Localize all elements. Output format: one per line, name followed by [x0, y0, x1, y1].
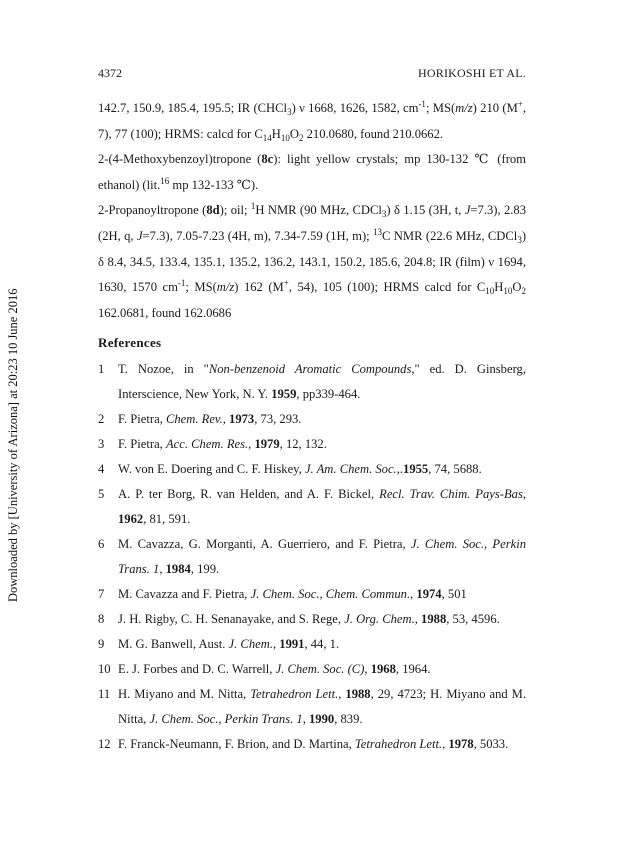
running-head-authors: HORIKOSHI ET AL. [418, 66, 526, 80]
reference-item-3: 3 F. Pietra, Acc. Chem. Res., 1979, 12, 132. [98, 437, 327, 451]
reference-item-1: 1 T. Nozoe, in "Non-benzenoid Aromatic Compounds," ed. D. Ginsberg, Interscience, New York, N. Y. 1959, pp339-464. [98, 362, 526, 401]
page-number: 4372 [98, 66, 122, 80]
download-note: Downloaded by [University of Arizona] at 20:23 10 June 2016 [6, 288, 20, 602]
reference-list [98, 357, 526, 757]
references-heading: References [98, 335, 162, 350]
reference-item-2: 2 F. Pietra, Chem. Rev., 1973, 73, 293. [98, 412, 302, 426]
reference-item-10: 10 E. J. Forbes and D. C. Warrell, J. Chem. Soc. (C), 1968, 1964. [98, 662, 431, 676]
reference-item-5: 5 A. P. ter Borg, R. van Helden, and A. F. Bickel, Recl. Trav. Chim. Pays-Bas, 1962, 81, 591. [98, 487, 527, 526]
paragraph-compound-8c: 2-(4-Methoxybenzoyl)tropone (8c): light yellow crystals; mp 130-132 ℃ (from ethanol) (lit.$^{16}$ mp 132-133 ℃). [98, 152, 526, 192]
reference-item-8: 8 J. H. Rigby, C. H. Senanayake, and S. Rege, J. Org. Chem., 1988, 53, 4596. [98, 612, 500, 626]
reference-item-7: 7 M. Cavazza and F. Pietra, J. Chem. Soc., Chem. Commun., 1974, 501 [98, 587, 467, 601]
page-header [98, 66, 526, 82]
reference-item-9: 9 M. G. Banwell, Aust. J. Chem., 1991, 44, 1. [98, 637, 340, 651]
reference-item-4: 4 W. von E. Doering and C. F. Hiskey, J. Am. Chem. Soc.,.1955, 74, 5688. [98, 462, 482, 476]
reference-item-11: 11 H. Miyano and M. Nitta, Tetrahedron Lett., 1988, 29, 4723; H. Miyano and M. Nitta, J. Chem. Soc., Perkin Trans. 1, 1990, 839. [98, 687, 527, 726]
paragraph-spectral-data-8b: 142.7, 150.9, 185.4, 195.5; IR (CHCl$_3$) ν 1668, 1626, 1582, $cm^{-1}$; MS(m/z) 210 (M+, 7), 77 (100); HRMS: calcd for $C_{14}H_{10}O_2$ 210.0680, found 210.0662. [98, 99, 527, 143]
reference-item-12: 12 F. Franck-Neumann, F. Brion, and D. Martina, Tetrahedron Lett., 1978, 5033. [98, 737, 509, 751]
download-watermark [6, 262, 20, 602]
reference-item-6: 6 M. Cavazza, G. Morganti, A. Guerriero, and F. Pietra, J. Chem. Soc., Perkin Trans. 1, 1984, 199. [98, 537, 526, 576]
experimental-text [98, 96, 526, 326]
paragraph-compound-8d: 2-Propanoyltropone (8d); oil; $^1$H NMR (90 MHz, CDCl$_3$) δ 1.15 (3H, t, J=7.3), 2.83 (2H, q, J=7.3), 7.05-7.23 (4H, m), 7.34-7.59 (1H, m); $^{13}$C NMR (22.6 MHz, CDCl$_3$) δ 8.4, 34.5, 133.4, 135.1, 135.2, 136.2, 143.1, 150.2, 185.6, 204.8; IR (film) ν 1694, 1630, 1570 $cm^{-1}$; MS(m/z) 162 (M+, 54), 105 (100); HRMS calcd for $C_{10}H_{10}O_2$ 162.0681, found 162.0686 [98, 201, 527, 320]
